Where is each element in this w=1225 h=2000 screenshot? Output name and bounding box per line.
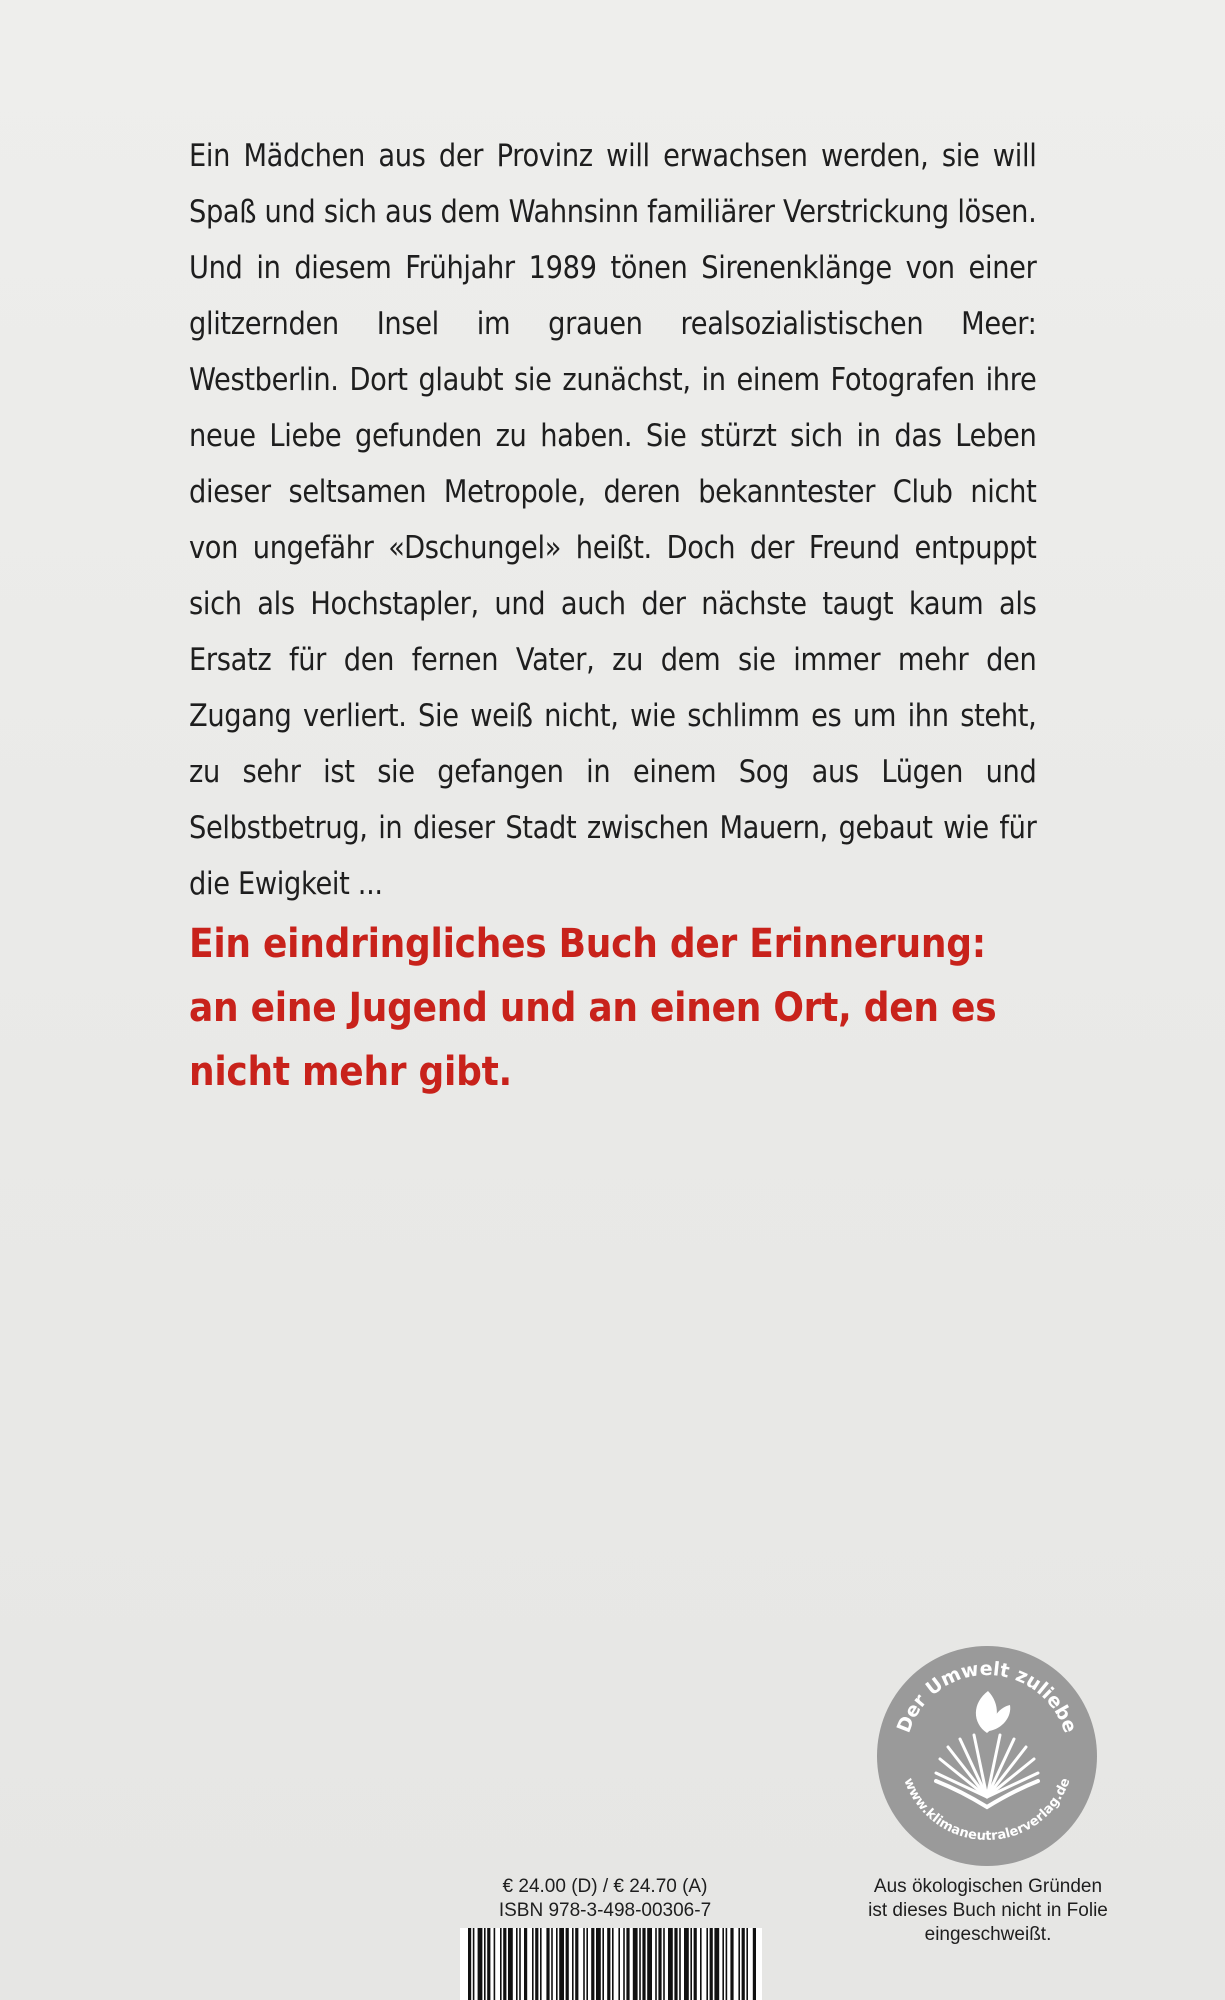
barcode-bar bbox=[746, 1928, 748, 2000]
barcode-bar bbox=[730, 1928, 733, 2000]
barcode-bar bbox=[612, 1928, 614, 2000]
seal-graphic bbox=[876, 1645, 1098, 1867]
barcode-bar bbox=[642, 1928, 645, 2000]
barcode-bar bbox=[726, 1928, 728, 2000]
barcode-bar bbox=[540, 1928, 542, 2000]
barcode-bar bbox=[626, 1928, 629, 2000]
barcode-bar bbox=[742, 1928, 745, 2000]
barcode-bar bbox=[583, 1928, 585, 2000]
barcode-graphic bbox=[460, 1928, 762, 2000]
barcode-bar bbox=[738, 1928, 740, 2000]
barcode-bar bbox=[700, 1928, 702, 2000]
barcode-bar bbox=[494, 1928, 496, 2000]
barcode-bar bbox=[516, 1928, 518, 2000]
barcode-bar bbox=[690, 1928, 692, 2000]
barcode-bar bbox=[484, 1928, 486, 2000]
barcode-bar bbox=[607, 1928, 610, 2000]
barcode-bar bbox=[586, 1928, 588, 2000]
barcode-bar bbox=[519, 1928, 521, 2000]
eco-note bbox=[852, 1875, 1124, 1947]
eco-note-line-3: eingeschweißt. bbox=[924, 1924, 1052, 1945]
barcode-bar bbox=[674, 1928, 677, 2000]
eco-note-line-1: Aus ökologischen Gründen bbox=[873, 1876, 1103, 1897]
barcode-bar bbox=[508, 1928, 513, 2000]
barcode-bar bbox=[559, 1928, 564, 2000]
tagline-text: Ein eindringliches Buch der Erinnerung: an eine Jugend und an einen Ort, den es nicht mehr gibt. bbox=[189, 921, 997, 1095]
barcode-bar bbox=[596, 1928, 601, 2000]
barcode-bar bbox=[706, 1928, 708, 2000]
barcode-bar bbox=[468, 1928, 471, 2000]
barcode-bar bbox=[591, 1928, 594, 2000]
barcode-bar bbox=[473, 1928, 475, 2000]
barcode-bar bbox=[478, 1928, 483, 2000]
barcode-bar bbox=[503, 1928, 506, 2000]
barcode-bar bbox=[535, 1928, 538, 2000]
barcode-bar bbox=[623, 1928, 625, 2000]
barcode-bar bbox=[532, 1928, 534, 2000]
barcode-bar bbox=[524, 1928, 527, 2000]
isbn-text: ISBN 978-3-498-00306-7 bbox=[498, 1900, 712, 1921]
barcode-bar bbox=[618, 1928, 620, 2000]
barcode-bar bbox=[556, 1928, 558, 2000]
barcode-bar bbox=[655, 1928, 657, 2000]
barcode-bar bbox=[487, 1928, 490, 2000]
price-block bbox=[460, 1875, 750, 1923]
barcode-bar bbox=[684, 1928, 689, 2000]
barcode-bar bbox=[572, 1928, 574, 2000]
barcode-bar bbox=[566, 1928, 569, 2000]
eco-note-line-2: ist dieses Buch nicht in Folie bbox=[868, 1900, 1108, 1921]
barcode-bar bbox=[639, 1928, 641, 2000]
barcode-bar bbox=[663, 1928, 665, 2000]
barcode-bar bbox=[633, 1928, 638, 2000]
environment-seal bbox=[876, 1645, 1098, 1867]
barcode-bar bbox=[551, 1928, 553, 2000]
barcode bbox=[460, 1928, 762, 2000]
barcode-bar bbox=[722, 1928, 724, 2000]
barcode-bar bbox=[694, 1928, 697, 2000]
barcode-bar bbox=[658, 1928, 661, 2000]
seal-url-text: www.klimaneutralerverlag.de bbox=[900, 1775, 1074, 1845]
blurb-text: Ein Mädchen aus der Provinz will erwachsen werden, sie will Spaß und sich aus dem Wahnsinn familiärer Verstrickung lösen. Und in diesem Frühjahr 1989 tönen Sirenenklänge von einer glitzernden Insel im grauen realsozialistischen Meer: Westberlin. Dort glaubt sie zunächst, in einem Fotografen ihre neue Liebe gefunden zu haben. Sie stürzt sich in das Leben dieser seltsamen Metropole, deren bekanntester Club nicht von ungefähr «Dschungel» heißt. Doch der Freund entpuppt sich als Hochstapler, und auch der nächste taugt kaum als Ersatz für den fernen Vater, zu dem sie immer mehr den Zugang verliert. Sie weiß nicht, wie schlimm es um ihn steht, zu sehr ist sie gefangen in einem Sog aus Lügen und Selbstbetrug, in dieser Stadt zwischen Mauern, gebaut wie für die Ewigkeit ... bbox=[189, 138, 1037, 902]
barcode-bar bbox=[679, 1928, 681, 2000]
barcode-bar bbox=[647, 1928, 652, 2000]
barcode-bar bbox=[602, 1928, 604, 2000]
barcode-bar bbox=[500, 1928, 502, 2000]
barcode-bar bbox=[575, 1928, 578, 2000]
barcode-bar bbox=[714, 1928, 719, 2000]
seal-arc-text: Der Umwelt zuliebe bbox=[892, 1657, 1082, 1736]
price-text: € 24.00 (D) / € 24.70 (A) bbox=[502, 1876, 708, 1897]
barcode-bar bbox=[710, 1928, 713, 2000]
barcode-bar bbox=[546, 1928, 549, 2000]
barcode-bar bbox=[668, 1928, 673, 2000]
barcode-bar bbox=[753, 1928, 756, 2000]
